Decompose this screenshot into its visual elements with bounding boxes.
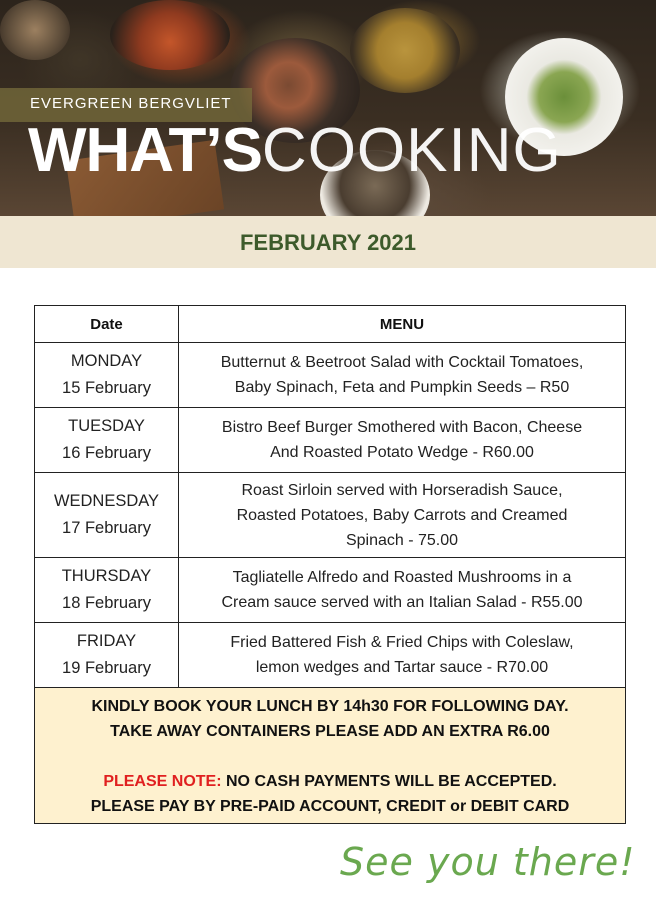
day-name: WEDNESDAY	[53, 492, 160, 510]
date-cell	[35, 343, 179, 408]
notice-row	[35, 688, 626, 824]
day-name: FRIDAY	[76, 632, 137, 650]
menu-cell	[179, 473, 626, 558]
payment-notice	[39, 769, 621, 794]
menu-line: Fried Battered Fish & Fried Chips with Coleslaw,	[230, 634, 574, 651]
table-row	[35, 558, 626, 623]
date-column-header: Date	[35, 306, 179, 343]
day-name: MONDAY	[70, 352, 143, 370]
signoff-text: See you there!	[340, 840, 636, 884]
menu-line: Tagliatelle Alfredo and Roasted Mushrooms in a	[232, 569, 572, 586]
table-row	[35, 408, 626, 473]
menu-cell	[179, 343, 626, 408]
menu-line: Bistro Beef Burger Smothered with Bacon, Cheese	[221, 419, 583, 436]
takeaway-notice: TAKE AWAY CONTAINERS PLEASE ADD AN EXTRA R6.00	[110, 723, 550, 740]
date-cell	[35, 558, 179, 623]
table-row	[35, 343, 626, 408]
header-title	[28, 115, 562, 186]
cash-notice: NO CASH PAYMENTS WILL BE ACCEPTED.	[221, 773, 557, 790]
venue-name: EVERGREEN BERGVLIET	[30, 95, 232, 112]
day-date: 15 February	[62, 379, 151, 397]
day-date: 17 February	[62, 519, 151, 537]
table-row	[35, 623, 626, 688]
menu-line: Roasted Potatoes, Baby Carrots and Creamed	[236, 506, 568, 524]
menu-line: Baby Spinach, Feta and Pumpkin Seeds – R50	[234, 379, 570, 396]
menu-line: Spinach - 75.00	[345, 531, 459, 549]
menu-line: Butternut & Beetroot Salad with Cocktail Tomatoes,	[220, 354, 584, 371]
food-plate-image	[350, 8, 460, 93]
date-cell	[35, 623, 179, 688]
day-date: 18 February	[62, 594, 151, 612]
notice-cell	[35, 688, 626, 824]
day-name: THURSDAY	[61, 567, 152, 585]
day-date: 19 February	[62, 659, 151, 677]
menu-cell	[179, 558, 626, 623]
day-date: 16 February	[62, 444, 151, 462]
table-header-row	[35, 306, 626, 343]
date-cell	[35, 408, 179, 473]
payment-methods: PLEASE PAY BY PRE-PAID ACCOUNT, CREDIT or DEBIT CARD	[90, 798, 570, 815]
title-bold: WHAT’S	[28, 116, 262, 185]
please-note-label: PLEASE NOTE:	[103, 773, 222, 790]
food-plate-image	[110, 0, 230, 70]
menu-table	[34, 305, 626, 824]
header-food-photo	[0, 0, 656, 216]
date-cell	[35, 473, 179, 558]
notice-spacer	[39, 744, 621, 769]
menu-line: And Roasted Potato Wedge - R60.00	[270, 444, 534, 461]
table-row	[35, 473, 626, 558]
menu-column-header: MENU	[179, 306, 626, 343]
food-plate-image	[0, 0, 70, 60]
menu-line: Cream sauce served with an Italian Salad - R55.00	[221, 594, 583, 611]
title-light: COOKING	[261, 116, 562, 185]
menu-cell	[179, 623, 626, 688]
menu-line: Roast Sirloin served with Horseradish Sauce,	[241, 481, 563, 499]
day-name: TUESDAY	[68, 417, 145, 435]
booking-notice: KINDLY BOOK YOUR LUNCH BY 14h30 FOR FOLLOWING DAY.	[91, 698, 569, 715]
month-title: FEBRUARY 2021	[239, 230, 417, 255]
menu-line: lemon wedges and Tartar sauce - R70.00	[255, 659, 549, 676]
menu-cell	[179, 408, 626, 473]
